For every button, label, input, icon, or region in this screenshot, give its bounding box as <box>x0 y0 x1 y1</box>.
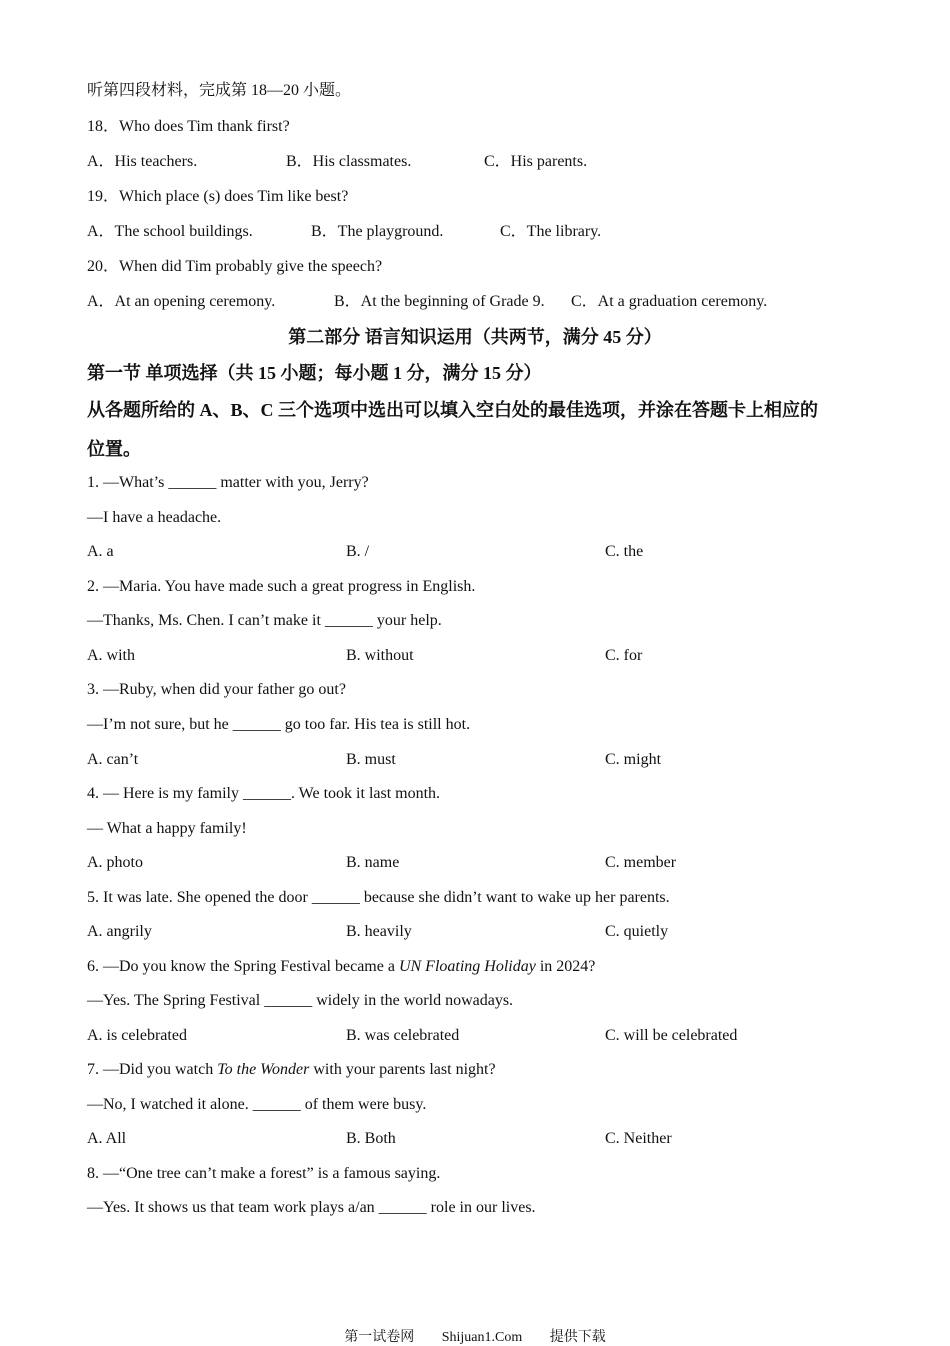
question-6-option-b: B. was celebrated <box>346 1027 460 1044</box>
question-20-option-c: C．At a graduation ceremony. <box>571 293 768 310</box>
question-6-stem-end: in 2024? <box>535 958 596 975</box>
question-6-option-a: A. is celebrated <box>87 1027 187 1044</box>
question-5-option-c: C. quietly <box>605 923 669 940</box>
question-1-option-a: A. a <box>87 543 114 560</box>
question-3-stem: 3. —Ruby, when did your father go out? <box>87 681 346 698</box>
question-8-reply: —Yes. It shows us that team work plays a/an ______ role in our lives. <box>87 1199 536 1216</box>
question-5-option-b: B. heavily <box>346 923 412 940</box>
instruction-line-2: 位置。 <box>87 439 141 459</box>
question-5-option-a: A. angrily <box>87 923 152 940</box>
question-3-option-c: C. might <box>605 751 662 768</box>
question-4-option-b: B. name <box>346 854 400 871</box>
footer-note: 提供下载 <box>549 1330 606 1345</box>
question-6-stem-start: 6. —Do you know the Spring Festival became a <box>87 958 399 975</box>
question-6-italic-title: UN Floating Holiday <box>398 958 536 975</box>
question-4-stem: 4. — Here is my family ______. We took it last month. <box>87 785 441 802</box>
page-footer <box>0 1326 950 1346</box>
question-20-option-a: A．At an opening ceremony. <box>87 293 276 310</box>
question-4-reply: — What a happy family! <box>87 820 247 837</box>
footer-domain: Shijuan1.Com <box>441 1330 523 1345</box>
question-3-option-a: A. can’t <box>87 751 139 768</box>
question-2-option-a: A. with <box>87 647 135 664</box>
question-7-stem-end: with your parents last night? <box>309 1061 496 1078</box>
question-2-option-c: C. for <box>605 647 643 664</box>
question-7-italic-title: To the Wonder <box>217 1061 310 1078</box>
question-5-stem: 5. It was late. She opened the door ______ because she didn’t want to wake up her parents. <box>87 889 670 906</box>
question-7-stem <box>87 1060 496 1080</box>
question-8-stem: 8. —“One tree can’t make a forest” is a famous saying. <box>87 1165 441 1182</box>
question-6-reply: —Yes. The Spring Festival ______ widely in the world nowadays. <box>87 992 514 1009</box>
question-2-stem: 2. —Maria. You have made such a great progress in English. <box>87 578 476 595</box>
instruction-line-1: 从各题所给的 A、B、C 三个选项中选出可以填入空白处的最佳选项，并涂在答题卡上相应的 <box>87 400 818 420</box>
question-4-option-a: A. photo <box>87 854 143 871</box>
listening-intro: 听第四段材料，完成第 18—20 小题。 <box>87 82 352 99</box>
question-19-option-b: B．The playground. <box>311 223 444 240</box>
question-7-option-c: C. Neither <box>605 1130 672 1147</box>
question-19-option-a: A．The school buildings. <box>87 223 253 240</box>
question-1-option-c: C. the <box>605 543 644 560</box>
footer-site-name: 第一试卷网 <box>344 1330 415 1345</box>
question-18-stem: 18．Who does Tim thank first? <box>87 118 290 135</box>
question-6-option-c: C. will be celebrated <box>605 1027 738 1044</box>
question-20-stem: 20．When did Tim probably give the speech? <box>87 258 383 275</box>
question-18-option-c: C．His parents. <box>484 153 588 170</box>
question-7-option-a: A. All <box>87 1130 127 1147</box>
question-7-reply: —No, I watched it alone. ______ of them were busy. <box>87 1096 427 1113</box>
question-18-option-a: A．His teachers. <box>87 153 198 170</box>
part-two-title: 第二部分 语言知识运用（共两节，满分 45 分） <box>288 327 662 347</box>
question-2-option-b: B. without <box>346 647 414 664</box>
question-3-reply: —I’m not sure, but he ______ go too far. His tea is still hot. <box>87 716 471 733</box>
question-7-stem-start: 7. —Did you watch <box>87 1061 218 1078</box>
question-1-stem: 1. —What’s ______ matter with you, Jerry? <box>87 474 369 491</box>
question-1-reply: —I have a headache. <box>87 509 222 526</box>
question-19-option-c: C．The library. <box>500 223 602 240</box>
question-2-reply: —Thanks, Ms. Chen. I can’t make it ______ your help. <box>87 612 442 629</box>
question-20-option-b: B．At the beginning of Grade 9. <box>334 293 545 310</box>
question-7-option-b: B. Both <box>346 1130 396 1147</box>
question-3-option-b: B. must <box>346 751 396 768</box>
section-one-title: 第一节 单项选择（共 15 小题；每小题 1 分，满分 15 分） <box>87 363 542 383</box>
question-4-option-c: C. member <box>605 854 677 871</box>
question-1-option-b: B. / <box>346 543 370 560</box>
question-6-stem <box>87 957 595 977</box>
question-18-option-b: B．His classmates. <box>286 153 412 170</box>
question-19-stem: 19．Which place (s) does Tim like best? <box>87 188 349 205</box>
